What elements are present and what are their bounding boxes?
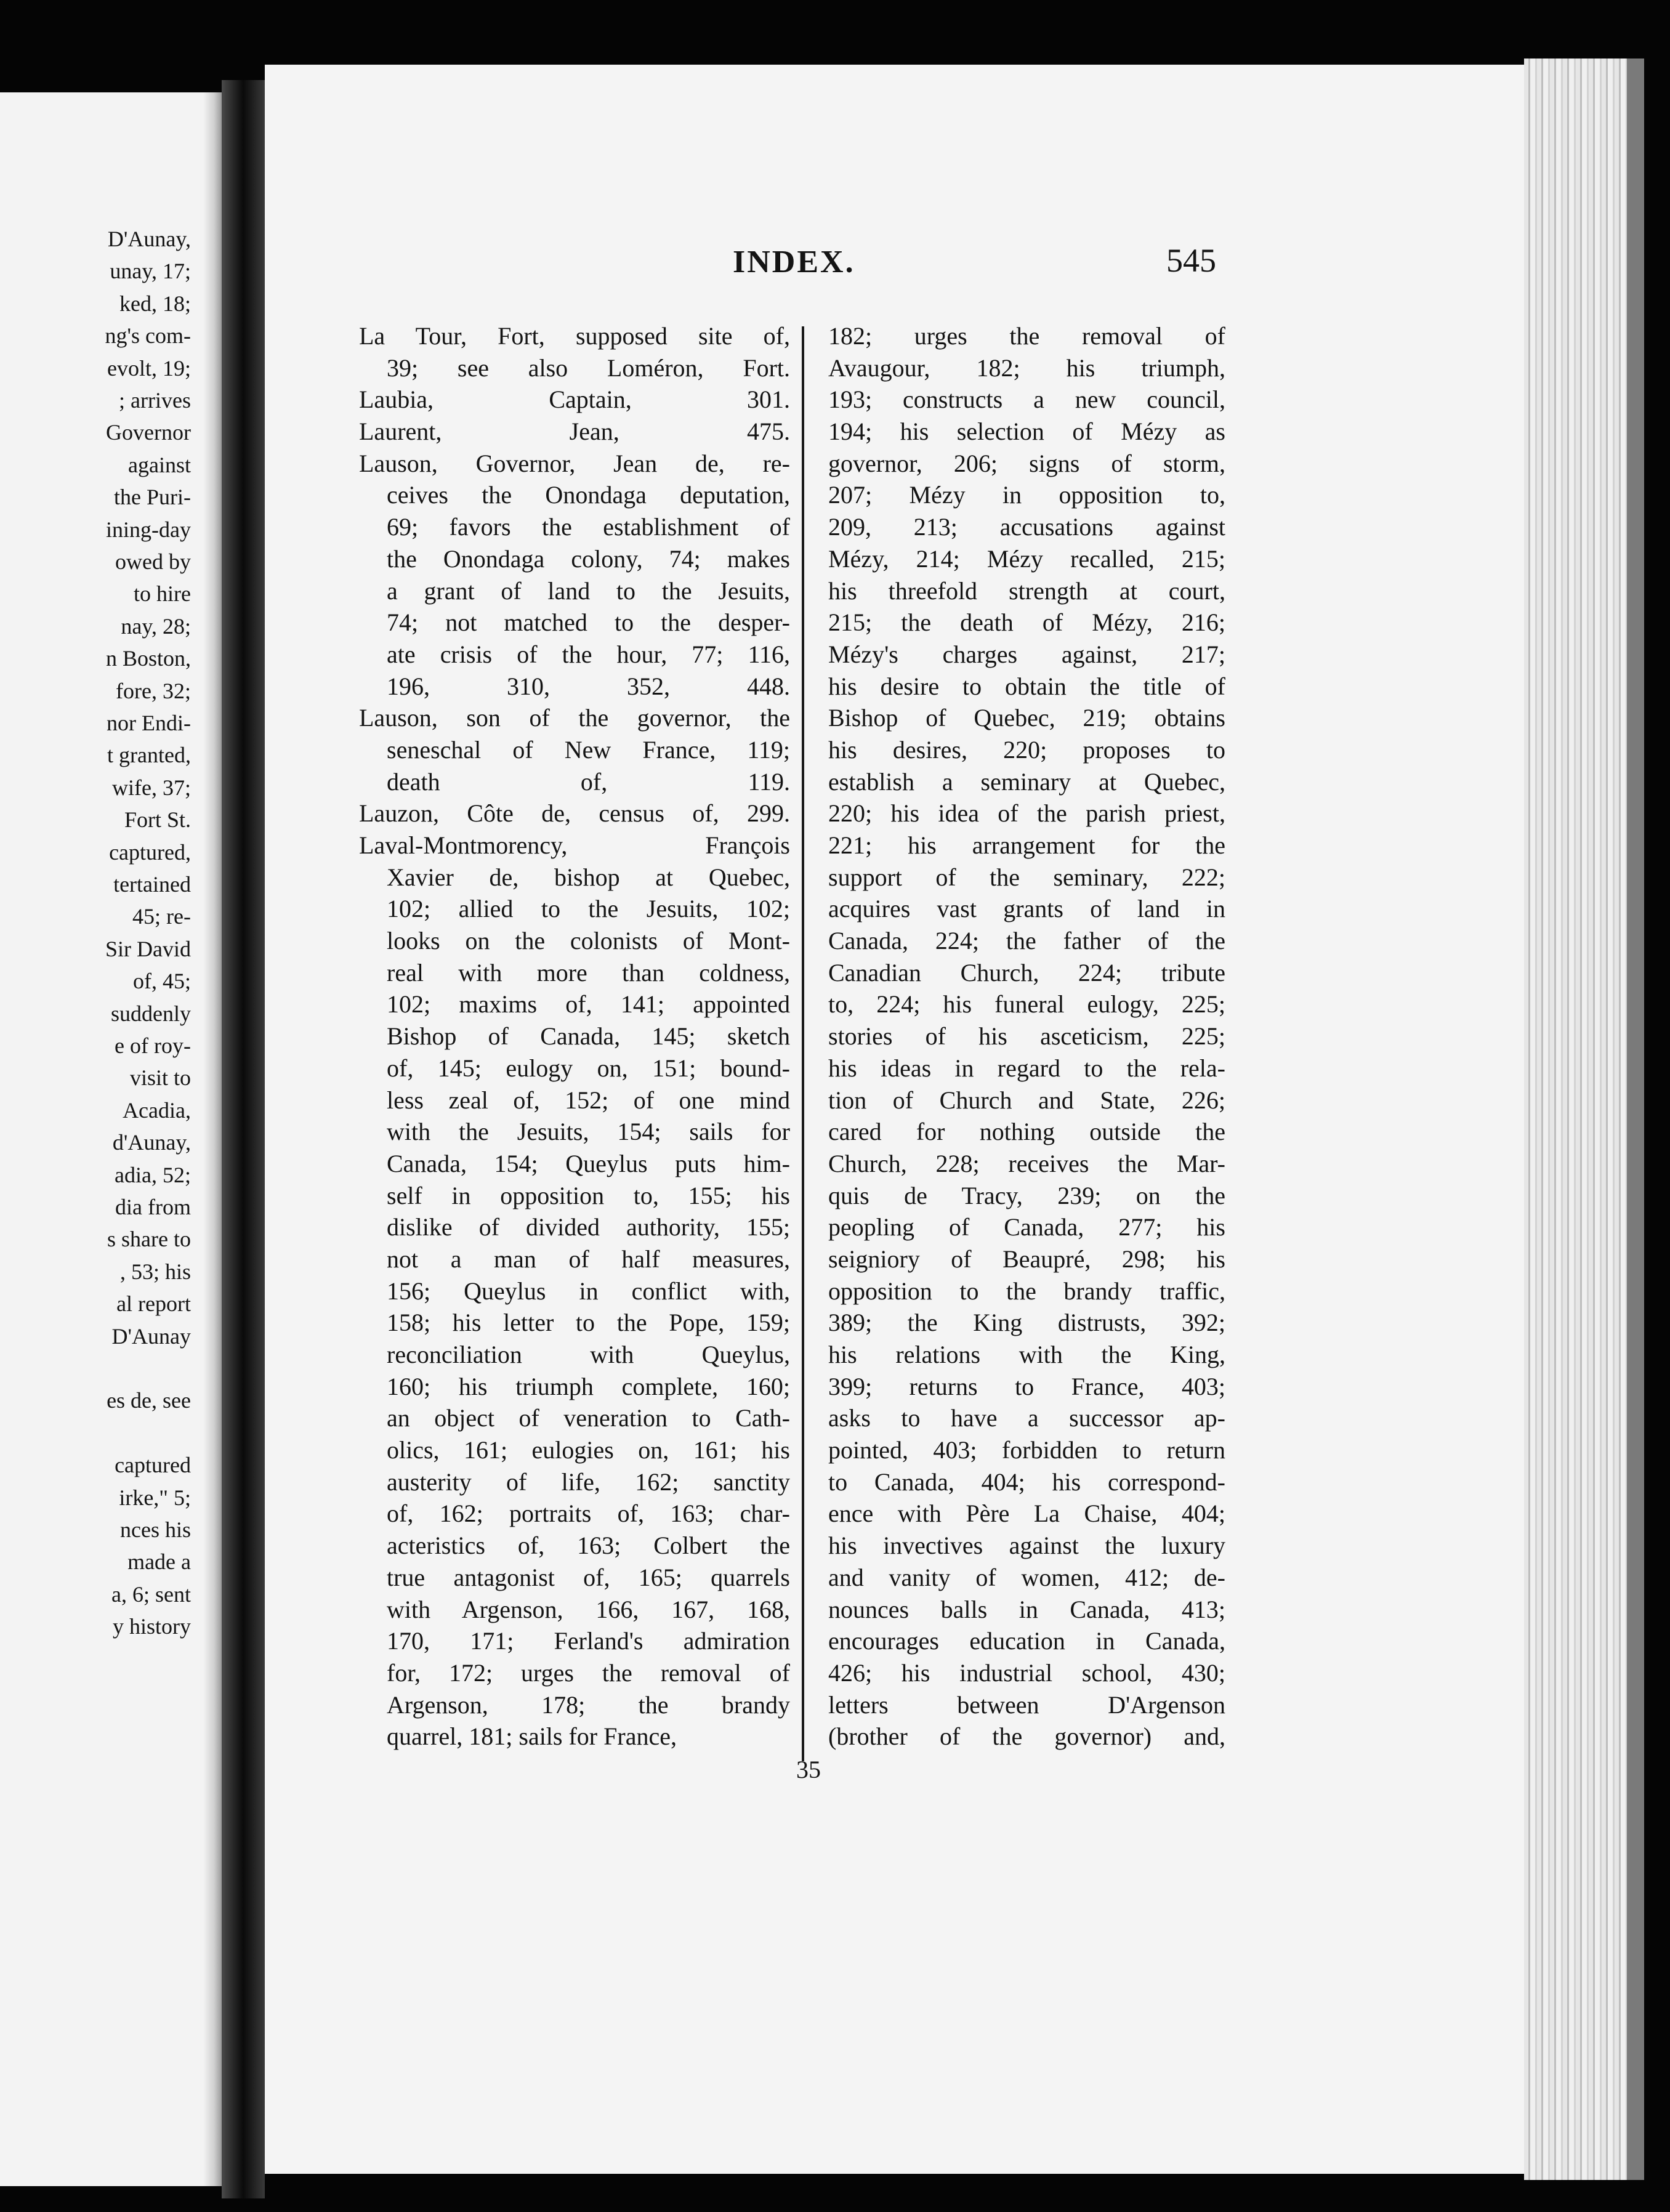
index-line: Lauson, Governor, Jean de, re- (359, 449, 790, 477)
index-line: self in opposition to, 155; his (387, 1181, 790, 1209)
facing-page-line: tertained (113, 872, 191, 897)
index-line: governor, 206; signs of storm, (828, 449, 1225, 477)
index-line: seneschal of New France, 119; (387, 735, 790, 764)
index-line: seigniory of Beaupré, 298; his (828, 1245, 1225, 1273)
index-line: 193; constructs a new council, (828, 385, 1225, 414)
facing-page-line: ; arrives (119, 388, 191, 413)
facing-page-line: suddenly (111, 1001, 191, 1026)
facing-page-line: ng's com- (105, 323, 191, 349)
index-line: peopling of Canada, 277; his (828, 1213, 1225, 1241)
facing-page-line: made a (127, 1549, 191, 1575)
facing-page-line: of, 45; (133, 969, 191, 994)
index-line: acquires vast grants of land in (828, 895, 1225, 923)
index-line: austerity of life, 162; sanctity (387, 1467, 790, 1496)
facing-page-line: visit to (129, 1065, 191, 1091)
index-line: 196, 310, 352, 448. (387, 672, 790, 700)
facing-page-line: nay, 28; (121, 613, 191, 639)
index-line: 220; his idea of the parish priest, (828, 799, 1225, 828)
facing-page-line: d'Aunay, (112, 1130, 191, 1155)
facing-page-line: captured (115, 1453, 191, 1478)
index-line: less zeal of, 152; of one mind (387, 1086, 790, 1114)
index-line: 160; his triumph complete, 160; (387, 1372, 790, 1400)
index-line: 182; urges the removal of (828, 322, 1225, 350)
signature-mark: 35 (796, 1756, 821, 1783)
facing-page-line: evolt, 19; (107, 355, 191, 381)
index-line: 389; the King distrusts, 392; (828, 1309, 1225, 1337)
index-line: his relations with the King, (828, 1341, 1225, 1368)
index-line: Mézy, 214; Mézy recalled, 215; (828, 544, 1225, 573)
facing-page-line: adia, 52; (115, 1162, 191, 1187)
index-line: and vanity of women, 412; de- (828, 1563, 1225, 1591)
index-line: Canada, 154; Queylus puts him- (387, 1149, 790, 1177)
index-line: cared for nothing outside the (828, 1118, 1225, 1146)
index-line: not a man of half measures, (387, 1245, 790, 1273)
facing-page-line: s share to (107, 1227, 191, 1252)
page-gutter (203, 92, 222, 2186)
index-line: a grant of land to the Jesuits, (387, 576, 790, 605)
column-rule (802, 326, 804, 1761)
index-line: Argenson, 178; the brandy (387, 1690, 790, 1719)
facing-page-line: a, 6; sent (111, 1581, 191, 1607)
facing-page-line: y history (112, 1614, 191, 1639)
index-line: true antagonist of, 165; quarrels (387, 1563, 790, 1591)
index-line: support of the seminary, 222; (828, 863, 1225, 891)
index-line: real with more than coldness, (387, 958, 790, 987)
index-line: ate crisis of the hour, 77; 116, (387, 640, 790, 668)
index-line: his desire to obtain the title of (828, 672, 1225, 700)
index-line: establish a seminary at Quebec, (828, 767, 1225, 796)
index-line: encourages education in Canada, (828, 1627, 1225, 1655)
index-line: death of, 119. (387, 767, 790, 796)
index-line: 39; see also Loméron, Fort. (387, 353, 790, 382)
facing-page-line: Governor (106, 420, 191, 445)
index-line: Canadian Church, 224; tribute (828, 958, 1225, 987)
index-line: Lauzon, Côte de, census of, 299. (359, 799, 790, 828)
index-line: 221; his arrangement for the (828, 831, 1225, 859)
index-line: 102; allied to the Jesuits, 102; (387, 895, 790, 923)
index-line: Lauson, son of the governor, the (359, 704, 790, 732)
index-line: 426; his industrial school, 430; (828, 1658, 1225, 1687)
page-number: 545 (1166, 242, 1216, 279)
facing-page (0, 92, 222, 2186)
facing-page-line: e of roy- (115, 1033, 191, 1058)
facing-page-line: against (128, 452, 191, 477)
index-line: his ideas in regard to the rela- (828, 1054, 1225, 1082)
index-line: acteristics of, 163; Colbert the (387, 1532, 790, 1560)
index-line: opposition to the brandy traffic, (828, 1277, 1225, 1305)
index-line: 74; not matched to the desper- (387, 608, 790, 637)
index-line: pointed, 403; forbidden to return (828, 1436, 1225, 1464)
index-line: ceives the Onondaga deputation, (387, 481, 790, 509)
facing-page-line: unay, 17; (110, 259, 191, 284)
facing-page-line: the Puri- (114, 485, 191, 510)
index-line: Avaugour, 182; his triumph, (828, 353, 1225, 382)
facing-page-line: irke," 5; (119, 1485, 191, 1510)
index-line: for, 172; urges the removal of (387, 1658, 790, 1687)
index-line: an object of veneration to Cath- (387, 1404, 790, 1432)
index-line: Bishop of Quebec, 219; obtains (828, 704, 1225, 732)
index-line: ence with Père La Chaise, 404; (828, 1500, 1225, 1528)
index-line: Canada, 224; the father of the (828, 927, 1225, 955)
index-column-right (828, 320, 1225, 1753)
index-line: 207; Mézy in opposition to, (828, 481, 1225, 509)
index-line: asks to have a successor ap- (828, 1404, 1225, 1432)
facing-page-line: owed by (115, 549, 191, 574)
facing-page-line: to hire (134, 581, 191, 607)
index-line: 399; returns to France, 403; (828, 1372, 1225, 1400)
index-line: to, 224; his funeral eulogy, 225; (828, 990, 1225, 1019)
index-line: Bishop of Canada, 145; sketch (387, 1022, 790, 1051)
facing-page-line: es de, see (107, 1388, 191, 1413)
facing-page-line: t granted, (107, 743, 191, 768)
index-line: Church, 228; receives the Mar- (828, 1149, 1225, 1177)
index-line: stories of his asceticism, 225; (828, 1022, 1225, 1051)
index-line: 170, 171; Ferland's admiration (387, 1627, 790, 1655)
index-line: to Canada, 404; his correspond- (828, 1467, 1225, 1496)
index-line: Mézy's charges against, 217; (828, 640, 1225, 668)
facing-page-line: Acadia, (123, 1097, 191, 1123)
index-line: 194; his selection of Mézy as (828, 418, 1225, 446)
index-line: of, 162; portraits of, 163; char- (387, 1500, 790, 1528)
index-line: with the Jesuits, 154; sails for (387, 1118, 790, 1146)
index-line: his threefold strength at court, (828, 576, 1225, 605)
index-line: (brother of the governor) and, (828, 1722, 1225, 1751)
index-line: looks on the colonists of Mont- (387, 927, 790, 955)
index-line: 215; the death of Mézy, 216; (828, 608, 1225, 637)
facing-page-line: , 53; his (119, 1259, 191, 1284)
index-line: dislike of divided authority, 155; (387, 1213, 790, 1241)
facing-page-line: nces his (120, 1517, 191, 1542)
index-line: 156; Queylus in conflict with, (387, 1277, 790, 1305)
index-line: nounces balls in Canada, 413; (828, 1595, 1225, 1623)
index-line: tion of Church and State, 226; (828, 1086, 1225, 1114)
book-spine (222, 80, 265, 2198)
facing-page-line: Fort St. (124, 807, 191, 833)
index-line: quarrel, 181; sails for France, (387, 1722, 677, 1751)
index-line: quis de Tracy, 239; on the (828, 1181, 1225, 1209)
facing-page-line: Sir David (105, 936, 191, 961)
facing-page-line: ked, 18; (119, 291, 191, 316)
facing-page-line: ining-day (106, 517, 191, 542)
facing-page-line: D'Aunay, (107, 227, 191, 251)
index-column-left (359, 320, 790, 1753)
index-line: Xavier de, bishop at Quebec, (387, 863, 790, 891)
index-line: 102; maxims of, 141; appointed (387, 990, 790, 1019)
index-line: 158; his letter to the Pope, 159; (387, 1309, 790, 1337)
index-line: Laval-Montmorency, François (359, 831, 790, 859)
facing-page-line: wife, 37; (112, 775, 191, 800)
index-line: olics, 161; eulogies on, 161; his (387, 1436, 790, 1464)
facing-page-line: dia from (115, 1195, 191, 1219)
index-line: letters between D'Argenson (828, 1690, 1225, 1719)
index-line: 209, 213; accusations against (828, 513, 1225, 541)
running-head: INDEX. (733, 244, 855, 280)
facing-page-line: nor Endi- (107, 711, 191, 735)
index-line: Laubia, Captain, 301. (359, 385, 790, 414)
index-line: of, 145; eulogy on, 151; bound- (387, 1054, 790, 1082)
index-line: 69; favors the establishment of (387, 513, 790, 541)
index-line: his desires, 220; proposes to (828, 735, 1225, 764)
facing-page-line: n Boston, (105, 646, 191, 671)
index-line: La Tour, Fort, supposed site of, (359, 322, 790, 350)
index-line: reconciliation with Queylus, (387, 1341, 790, 1368)
facing-page-line: D'Aunay (111, 1323, 191, 1349)
page-edges (1524, 59, 1644, 2180)
index-line: the Onondaga colony, 74; makes (387, 544, 790, 573)
index-line: Laurent, Jean, 475. (359, 418, 790, 446)
index-line: with Argenson, 166, 167, 168, (387, 1595, 790, 1623)
facing-page-line: captured, (109, 839, 191, 865)
facing-page-line: al report (116, 1291, 191, 1317)
facing-page-line: 45; re- (132, 904, 191, 929)
facing-page-line: fore, 32; (116, 678, 191, 703)
index-line: his invectives against the luxury (828, 1532, 1225, 1560)
